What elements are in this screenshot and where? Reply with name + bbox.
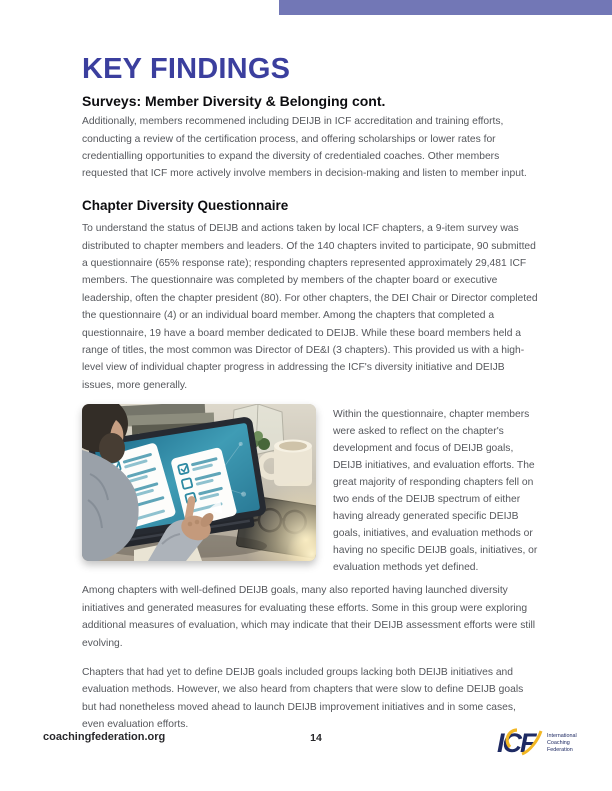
figure-row — [82, 404, 538, 576]
closing-paragraph-1: Among chapters with well-defined DEIJB goals, many also reported having launched diversity initiatives and generated measures for evaluating these efforts. Some in this group were exploring additional measures of evaluation, which may indicate that their DEIJB assessment efforts were still evolving. — [82, 585, 536, 649]
survey-photo-illustration — [82, 404, 316, 561]
icf-logo-acronym: ICF — [497, 728, 535, 758]
icf-logo — [497, 726, 589, 760]
icf-logo-name-line3: Federation — [547, 747, 573, 753]
top-accent-bar — [279, 0, 612, 15]
page-number: 14 — [310, 732, 322, 744]
intro-paragraph: Additionally, members recommened including DEIJB in ICF accreditation and training efforts, conducting a review of the certification process, and offering scholarships or lower rates for credentialling opportunities to expand the diversity of credentialed coaches. Other members requested that ICF more actively involve members in decision-making and listen to member input. — [82, 116, 527, 180]
page-title: KEY FINDINGS — [82, 53, 291, 85]
figure-side-paragraph: Within the questionnaire, chapter members were asked to reflect on the chapter's development and focus of DEIJB goals, DEIJB initiatives, and evaluation efforts. The great majority of responding chapters fell on two ends of the DEIJB spectrum of either having already generated specific DEIJB goals, initiatives, and evaluation methods or having no specific DEIJB goals, initiatives, or evaluation methods yet defined. — [333, 409, 538, 574]
chapter-survey-photo — [82, 404, 316, 561]
section-paragraph: To understand the status of DEIJB and actions taken by local ICF chapters, a 9-item survey was distributed to chapter members and leaders. Of the 140 chapters invited to participate, 90 submitted a questionnaire (65% response rate); responding chapters represented approximately 29,481 ICF members. The questionnaire was completed by members of the chapter board or executive leadership, often the chapter president (80). For other chapters, the DEI Chair or Director completed the questionnaire (4) or an individual board member. Among the chapters that completed a questionnaire, 19 have a board member dedicated to DEIJB. While these board members held a range of titles, the most common was Director of DE&I (3 chapters). This provided us with a high-level view of individual chapter progress in addressing the ICF's diversity initiative and DEIJB issues, more generally. — [82, 223, 538, 391]
section-heading: Chapter Diversity Questionnaire — [82, 197, 289, 213]
icf-logo-name-line2: Coaching — [547, 740, 570, 746]
footer-website: coachingfederation.org — [43, 731, 166, 743]
page-content — [82, 55, 538, 734]
closing-paragraph-2: Chapters that had yet to define DEIJB goals included groups lacking both DEIJB initiatives and evaluation methods. However, we also heard from chapters that were slow to define DEIJB goals but had nonetheless moved ahead to launch DEIJB improvement initiatives and in some cases, even evaluation efforts. — [82, 666, 524, 731]
section-subtitle: Surveys: Member Diversity & Belonging cont. — [82, 93, 386, 109]
icf-logo-name-line1: International — [547, 733, 577, 739]
